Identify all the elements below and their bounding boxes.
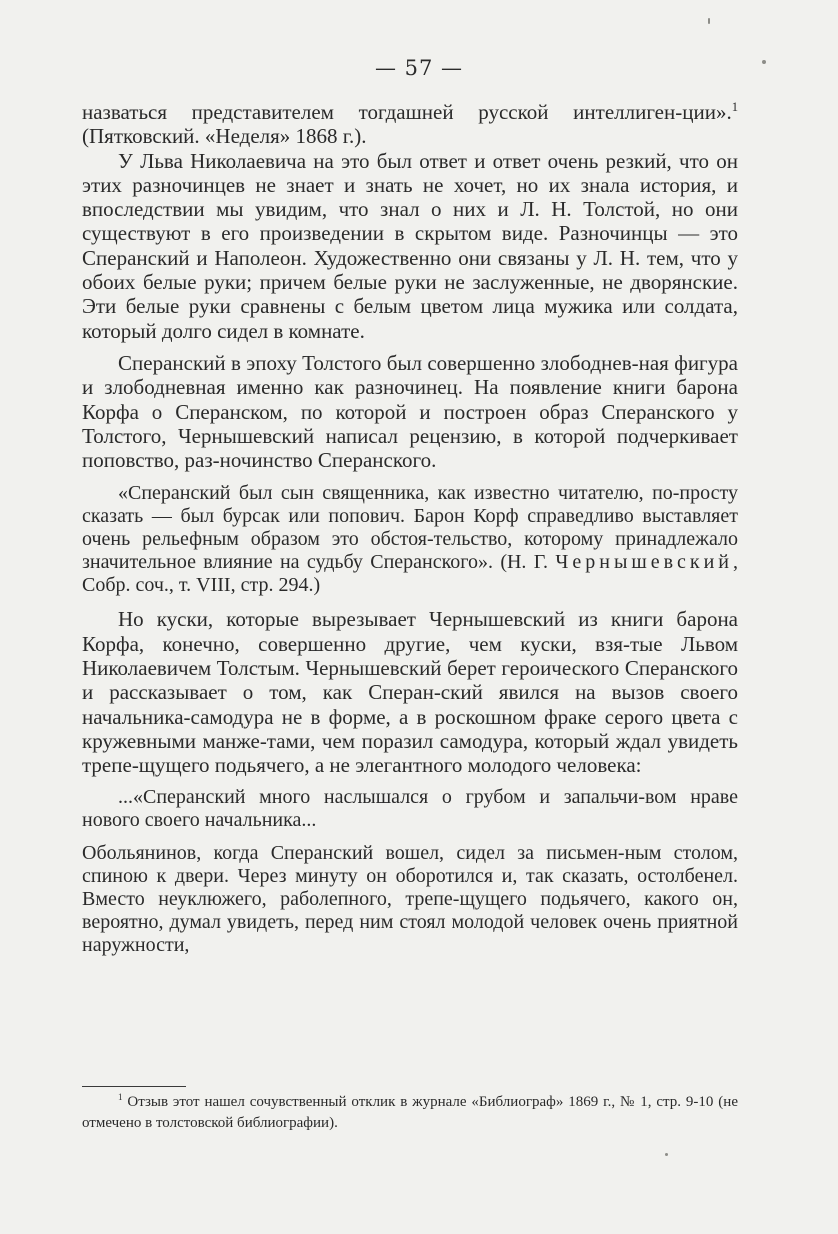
quotation-text: «Сперанский был сын священника, как известно читателю, по-просту сказать — был бурсак или попович. Барон Корф справедливо выставляет очень рельефным образом это обстоя-тельство, которому принадлежало значительное влияние на судьбу Сперанского». (Н. Г. bbox=[82, 482, 738, 574]
paragraph-continuation bbox=[82, 100, 738, 149]
paragraph: Сперанский в эпоху Толстого был совершенно злободнев-ная фигура и злободневная именно как разночинец. На появление книги барона Корфа о Сперанском, по которой и построен образ Сперанского у Толстого, Чернышевский написал рецензию, в которой подчеркивает поповство, раз-ночинство Сперанского. bbox=[82, 350, 738, 473]
footnote-mark: 1 bbox=[118, 1092, 123, 1102]
footnote-divider bbox=[82, 1086, 186, 1087]
paragraph-text: назваться представителем тогдашней русской интеллиген-ции». bbox=[82, 100, 732, 124]
quotation: ...«Сперанский много наслышался о грубом и запальчи-вом нраве нового своего начальника... bbox=[82, 785, 738, 831]
quotation bbox=[82, 482, 738, 597]
footnote bbox=[82, 1092, 738, 1134]
quoted-author: Чернышевский bbox=[555, 551, 733, 574]
paper-speck bbox=[762, 60, 766, 64]
paragraph: Но куски, которые вырезывает Чернышевский из книги барона Корфа, конечно, совершенно другие, чем куски, взя-тые Львом Николаевичем Толстым. Чернышевский берет героического Сперанского и рассказывает о том, как Сперан-ский явился на вызов своего начальника-самодура не в форме, а в роскошном фраке серого цвета с кружевными манже-тами, чем поразил самодура, который ждал увидеть трепе-щущего подьячего, а не элегантного молодого человека: bbox=[82, 607, 738, 778]
footnote-text: Отзыв этот нашел сочувственный отклик в журнале «Библиограф» 1869 г., № 1, стр. 9-10 (не отмечено в толстовской библиографии). bbox=[82, 1094, 738, 1131]
paragraph: У Льва Николаевича на это был ответ и ответ очень резкий, что он этих разночинцев не знает и знать не хочет, но их знала история, и впоследствии мы увидим, что знал о них и Л. Н. Толстой, но они существуют в его произведении в скрытом виде. Разночинцы — это Сперанский и Наполеон. Художественно они связаны у Л. Н. тем, что у обоих белые руки; причем белые руки не заслуженные, не дворянские. Эти белые руки сравнены с белым цветом лица мужика или солдата, который долго сидел в комнате. bbox=[82, 148, 738, 343]
footnote-reference: 1 bbox=[731, 100, 738, 114]
quotation-reference: , Собр. соч., т. VIII, стр. 294.) bbox=[82, 551, 738, 597]
paper-speck bbox=[708, 18, 710, 24]
main-text bbox=[82, 100, 738, 957]
quotation-continuation: Обольянинов, когда Сперанский вошел, сидел за письмен-ным столом, спиною к двери. Через минуту он оборотился и, так сказать, остолбенел. Вместо неуклюжего, раболепного, трепе-щущего подьячего, какого он, вероятно, думал увидеть, перед ним стоял молодой человек очень приятной наружности, bbox=[82, 841, 738, 956]
citation-source: (Пятковский. «Неделя» 1868 г.). bbox=[82, 124, 367, 149]
page-number: — 57 — bbox=[374, 56, 464, 80]
paper-speck bbox=[665, 1153, 668, 1156]
